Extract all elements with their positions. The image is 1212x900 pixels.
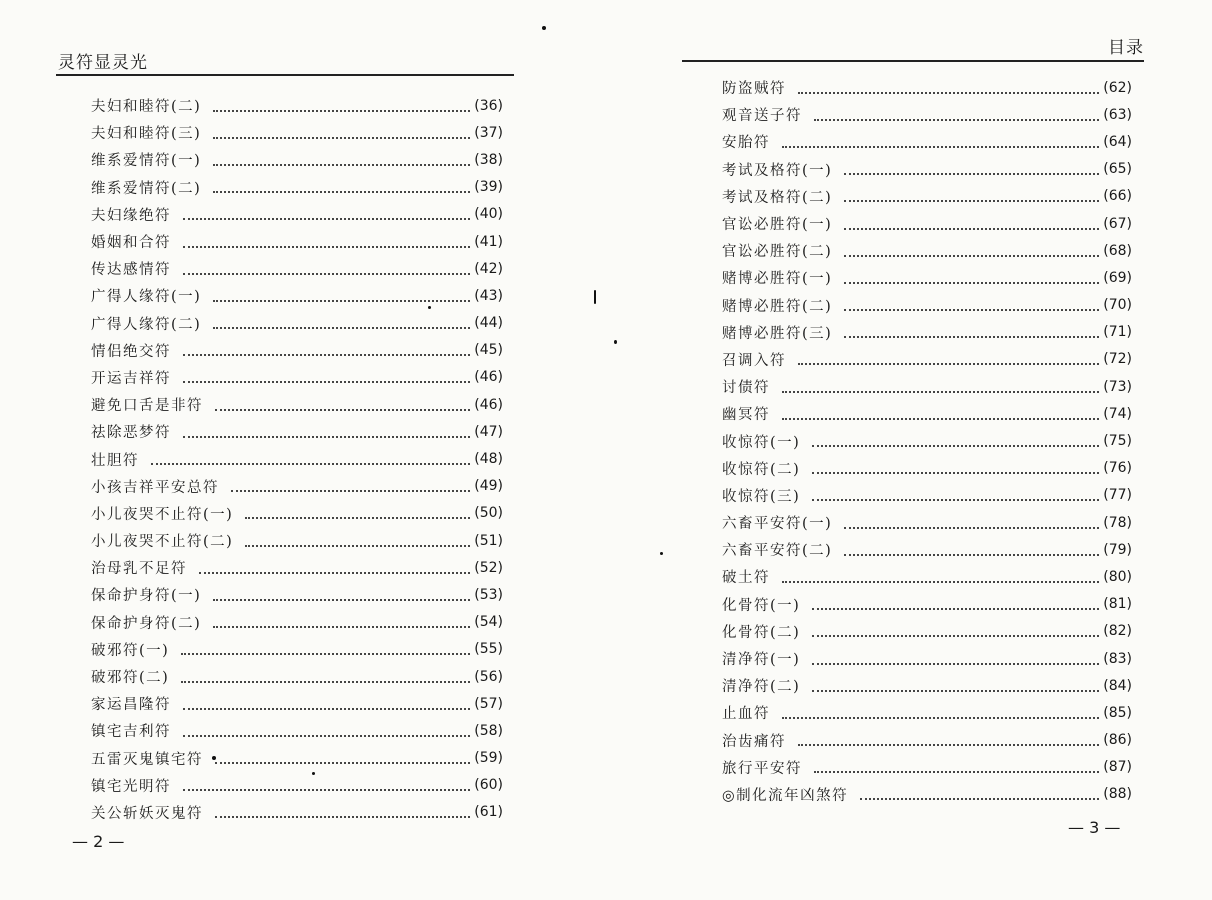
dot-leader <box>844 163 1099 175</box>
toc-entry-title: 化骨符(一) <box>722 597 801 614</box>
toc-entry-title: 官讼必胜符(一) <box>722 217 833 234</box>
dot-leader <box>215 806 470 818</box>
dot-leader <box>782 408 1099 420</box>
toc-entry-title: ◎制化流年凶煞符 <box>722 787 849 804</box>
toc-entry-page: (36) <box>474 97 503 114</box>
dot-leader <box>183 725 470 737</box>
header-rule <box>56 74 514 76</box>
toc-entry-page: (77) <box>1103 487 1132 504</box>
toc-entry-page: (58) <box>474 722 503 739</box>
toc-entry-page: (74) <box>1103 405 1132 422</box>
toc-entry <box>91 554 503 581</box>
toc-entry <box>722 400 1132 427</box>
toc-entry <box>722 455 1132 482</box>
toc-entry <box>722 373 1132 400</box>
toc-entry <box>91 310 503 337</box>
dot-leader <box>181 643 470 655</box>
dot-leader <box>183 698 470 710</box>
toc-entry <box>722 754 1132 781</box>
dot-leader <box>812 435 1099 447</box>
toc-entry <box>722 74 1132 101</box>
toc-entry <box>91 282 503 309</box>
toc-entry <box>722 237 1132 264</box>
header-rule <box>682 60 1144 62</box>
toc-entry <box>91 772 503 799</box>
toc-entry-title: 关公斩妖灭鬼符 <box>91 805 203 822</box>
toc-entry <box>722 645 1132 672</box>
toc-list-right <box>722 74 1132 808</box>
dot-leader <box>151 453 470 465</box>
toc-entry-title: 考试及格符(一) <box>722 162 833 179</box>
toc-entry <box>91 146 503 173</box>
toc-entry <box>91 228 503 255</box>
dot-leader <box>183 426 470 438</box>
toc-entry-title: 传达感情符 <box>91 262 171 279</box>
toc-entry-title: 旅行平安符 <box>722 760 802 777</box>
dot-leader <box>844 299 1099 311</box>
toc-entry <box>722 264 1132 291</box>
toc-entry-page: (55) <box>474 641 503 658</box>
toc-entry-page: (44) <box>474 315 503 332</box>
toc-entry-page: (84) <box>1103 677 1132 694</box>
toc-entry-title: 幽冥符 <box>722 407 770 424</box>
toc-entry-page: (82) <box>1103 623 1132 640</box>
toc-entry-title: 止血符 <box>722 706 770 723</box>
toc-entry-page: (37) <box>474 124 503 141</box>
toc-entry-title: 夫妇缘绝符 <box>91 207 171 224</box>
toc-entry-page: (52) <box>474 559 503 576</box>
toc-entry-page: (70) <box>1103 297 1132 314</box>
toc-entry-title: 保命护身符(二) <box>91 615 202 632</box>
toc-entry-title: 镇宅光明符 <box>91 778 171 795</box>
toc-entry-page: (78) <box>1103 514 1132 531</box>
toc-entry-title: 夫妇和睦符(三) <box>91 126 202 143</box>
dot-leader <box>812 680 1099 692</box>
toc-entry <box>722 427 1132 454</box>
dot-leader <box>844 544 1099 556</box>
dot-leader <box>181 671 470 683</box>
toc-entry-title: 召调入符 <box>722 352 786 369</box>
toc-entry-page: (43) <box>474 287 503 304</box>
toc-entry <box>91 445 503 472</box>
dot-leader <box>782 381 1099 393</box>
toc-entry-page: (69) <box>1103 269 1132 286</box>
toc-entry-title: 安胎符 <box>722 135 770 152</box>
toc-entry-title: 小儿夜哭不止符(一) <box>91 506 234 523</box>
toc-entry-title: 保命护身符(一) <box>91 588 202 605</box>
toc-entry-page: (72) <box>1103 351 1132 368</box>
toc-entry <box>722 699 1132 726</box>
dot-leader <box>844 517 1099 529</box>
toc-entry-title: 情侣绝交符 <box>91 343 171 360</box>
dot-leader <box>812 462 1099 474</box>
toc-entry <box>91 391 503 418</box>
toc-entry-page: (42) <box>474 260 503 277</box>
toc-entry-page: (79) <box>1103 541 1132 558</box>
toc-entry-page: (76) <box>1103 460 1132 477</box>
toc-entry-title: 考试及格符(二) <box>722 189 833 206</box>
toc-entry-page: (40) <box>474 206 503 223</box>
right-page <box>640 0 1212 900</box>
dot-leader <box>213 616 470 628</box>
dot-leader <box>213 317 470 329</box>
toc-entry-page: (85) <box>1103 704 1132 721</box>
dot-leader <box>213 181 470 193</box>
toc-entry <box>722 183 1132 210</box>
dot-leader <box>782 707 1099 719</box>
toc-entry-title: 观音送子符 <box>722 108 802 125</box>
toc-entry <box>722 781 1132 808</box>
dot-leader <box>183 779 470 791</box>
toc-entry <box>91 119 503 146</box>
dot-leader <box>215 399 470 411</box>
toc-entry <box>91 364 503 391</box>
toc-entry <box>91 500 503 527</box>
dot-leader <box>844 218 1099 230</box>
dot-leader <box>183 208 470 220</box>
dot-leader <box>844 245 1099 257</box>
toc-entry <box>722 101 1132 128</box>
toc-entry-page: (80) <box>1103 568 1132 585</box>
dot-leader <box>798 353 1099 365</box>
toc-entry-page: (75) <box>1103 433 1132 450</box>
toc-entry <box>91 690 503 717</box>
toc-entry <box>722 727 1132 754</box>
dot-leader <box>213 100 470 112</box>
toc-entry <box>91 745 503 772</box>
toc-entry-title: 收惊符(三) <box>722 488 801 505</box>
left-page <box>0 0 560 900</box>
toc-entry-title: 五雷灭鬼镇宅符 <box>91 751 203 768</box>
toc-entry-page: (47) <box>474 423 503 440</box>
toc-entry-title: 讨债符 <box>722 380 770 397</box>
toc-entry-page: (54) <box>474 614 503 631</box>
dot-leader <box>798 734 1099 746</box>
scan-speck <box>428 306 431 309</box>
dot-leader <box>183 371 470 383</box>
scan-speck <box>312 772 315 775</box>
toc-entry-title: 小孩吉祥平安总符 <box>91 479 219 496</box>
scan-speck <box>212 756 216 760</box>
toc-entry <box>91 337 503 364</box>
dot-leader <box>183 344 470 356</box>
toc-entry-title: 破邪符(二) <box>91 670 170 687</box>
toc-entry-page: (71) <box>1103 324 1132 341</box>
scan-speck <box>614 340 617 344</box>
dot-leader <box>782 571 1099 583</box>
toc-entry-page: (73) <box>1103 378 1132 395</box>
toc-entry-page: (50) <box>474 505 503 522</box>
toc-entry <box>91 174 503 201</box>
dot-leader <box>213 127 470 139</box>
page-number: — 2 — <box>72 832 125 851</box>
toc-entry <box>91 581 503 608</box>
dot-leader <box>844 190 1099 202</box>
toc-entry-title: 夫妇和睦符(二) <box>91 99 202 116</box>
toc-entry <box>91 663 503 690</box>
toc-entry <box>91 92 503 119</box>
toc-entry-page: (45) <box>474 342 503 359</box>
dot-leader <box>245 535 470 547</box>
toc-entry-page: (51) <box>474 532 503 549</box>
toc-entry <box>722 210 1132 237</box>
toc-entry <box>722 672 1132 699</box>
toc-entry-page: (39) <box>474 179 503 196</box>
dot-leader <box>183 263 470 275</box>
dot-leader <box>213 154 470 166</box>
toc-entry-title: 收惊符(二) <box>722 461 801 478</box>
toc-entry <box>91 636 503 663</box>
toc-entry-title: 化骨符(二) <box>722 624 801 641</box>
toc-entry-page: (59) <box>474 750 503 767</box>
toc-list-left <box>91 92 503 826</box>
toc-entry-page: (46) <box>474 369 503 386</box>
dot-leader <box>213 290 470 302</box>
toc-entry-title: 维系爱情符(二) <box>91 180 202 197</box>
dot-leader <box>812 489 1099 501</box>
page-number: — 3 — <box>1068 818 1121 837</box>
toc-entry-page: (41) <box>474 233 503 250</box>
toc-entry-title: 赌博必胜符(一) <box>722 271 833 288</box>
toc-entry <box>722 591 1132 618</box>
toc-entry-page: (62) <box>1103 79 1132 96</box>
dot-leader <box>812 598 1099 610</box>
dot-leader <box>215 752 470 764</box>
toc-entry <box>722 346 1132 373</box>
toc-entry-page: (63) <box>1103 106 1132 123</box>
dot-leader <box>814 109 1099 121</box>
running-head-contents: 目录 <box>1108 38 1144 58</box>
toc-entry-title: 镇宅吉利符 <box>91 724 171 741</box>
toc-entry-title: 治母乳不足符 <box>91 561 187 578</box>
toc-entry-page: (66) <box>1103 188 1132 205</box>
toc-entry-page: (87) <box>1103 759 1132 776</box>
toc-entry-title: 破土符 <box>722 570 770 587</box>
dot-leader <box>812 653 1099 665</box>
toc-entry-page: (86) <box>1103 732 1132 749</box>
toc-entry-page: (53) <box>474 586 503 603</box>
toc-entry <box>91 418 503 445</box>
toc-entry-page: (60) <box>474 777 503 794</box>
toc-entry-page: (56) <box>474 668 503 685</box>
toc-entry-title: 广得人缘符(二) <box>91 316 202 333</box>
toc-entry <box>91 717 503 744</box>
toc-entry-title: 破邪符(一) <box>91 642 170 659</box>
toc-entry-page: (57) <box>474 695 503 712</box>
toc-entry-title: 广得人缘符(一) <box>91 289 202 306</box>
toc-entry-title: 避免口舌是非符 <box>91 398 203 415</box>
toc-entry-title: 赌博必胜符(三) <box>722 325 833 342</box>
toc-entry <box>722 156 1132 183</box>
toc-entry-page: (67) <box>1103 215 1132 232</box>
toc-entry-title: 收惊符(一) <box>722 434 801 451</box>
toc-entry-title: 官讼必胜符(二) <box>722 244 833 261</box>
dot-leader <box>844 326 1099 338</box>
dot-leader <box>812 625 1099 637</box>
toc-entry-page: (83) <box>1103 650 1132 667</box>
dot-leader <box>245 507 470 519</box>
toc-entry-page: (49) <box>474 478 503 495</box>
toc-entry-title: 婚姻和合符 <box>91 235 171 252</box>
toc-entry-title: 维系爱情符(一) <box>91 153 202 170</box>
toc-entry-page: (61) <box>474 804 503 821</box>
toc-entry-title: 小儿夜哭不止符(二) <box>91 534 234 551</box>
toc-entry-title: 家运昌隆符 <box>91 697 171 714</box>
toc-entry <box>722 563 1132 590</box>
toc-entry <box>91 527 503 554</box>
dot-leader <box>231 480 470 492</box>
toc-entry-title: 六畜平安符(二) <box>722 543 833 560</box>
toc-entry-title: 壮胆符 <box>91 452 139 469</box>
toc-entry-page: (68) <box>1103 242 1132 259</box>
toc-entry <box>91 201 503 228</box>
scan-speck <box>542 26 546 30</box>
dot-leader <box>782 136 1099 148</box>
scan-speck <box>660 552 663 555</box>
toc-entry <box>91 799 503 826</box>
scan-speck <box>594 290 596 304</box>
toc-entry-title: 防盗贼符 <box>722 81 786 98</box>
toc-entry-page: (65) <box>1103 161 1132 178</box>
toc-entry-title: 祛除恶梦符 <box>91 425 171 442</box>
dot-leader <box>844 272 1099 284</box>
toc-entry-title: 开运吉祥符 <box>91 370 171 387</box>
toc-entry-title: 六畜平安符(一) <box>722 516 833 533</box>
toc-entry-page: (38) <box>474 151 503 168</box>
toc-entry-title: 清净符(二) <box>722 679 801 696</box>
toc-entry-page: (81) <box>1103 596 1132 613</box>
toc-entry-page: (46) <box>474 396 503 413</box>
dot-leader <box>798 82 1099 94</box>
toc-entry-page: (88) <box>1103 786 1132 803</box>
toc-entry <box>722 128 1132 155</box>
toc-entry-page: (64) <box>1103 133 1132 150</box>
toc-entry-title: 清净符(一) <box>722 652 801 669</box>
toc-entry <box>91 255 503 282</box>
toc-entry <box>722 618 1132 645</box>
running-head-book-title: 灵符显灵光 <box>58 53 148 73</box>
toc-entry <box>722 319 1132 346</box>
dot-leader <box>199 562 470 574</box>
dot-leader <box>183 236 470 248</box>
toc-entry-title: 治齿痛符 <box>722 733 786 750</box>
toc-entry <box>722 536 1132 563</box>
toc-entry <box>91 473 503 500</box>
toc-entry-title: 赌博必胜符(二) <box>722 298 833 315</box>
toc-entry-page: (48) <box>474 451 503 468</box>
dot-leader <box>213 589 470 601</box>
toc-entry <box>722 292 1132 319</box>
dot-leader <box>814 761 1099 773</box>
toc-entry <box>91 609 503 636</box>
dot-leader <box>860 788 1099 800</box>
toc-entry <box>722 482 1132 509</box>
toc-entry <box>722 509 1132 536</box>
